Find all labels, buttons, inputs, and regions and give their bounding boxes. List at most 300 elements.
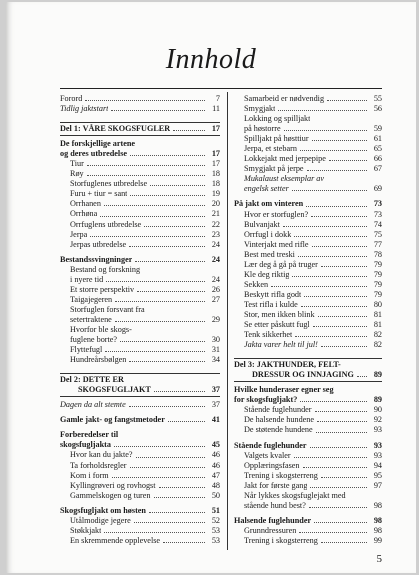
toc-entry-page: 29 <box>211 314 220 324</box>
toc-entry-title: stående hund best? <box>244 500 306 510</box>
dot-leader <box>154 385 205 392</box>
dot-leader <box>337 385 367 392</box>
toc-entry <box>234 516 382 526</box>
toc-entry-page: 21 <box>211 209 220 219</box>
toc-entry-page: 67 <box>373 164 382 174</box>
dot-leader <box>114 440 205 447</box>
toc-entry-title: Beskytt rifla godt <box>244 289 302 299</box>
dot-leader <box>294 451 367 458</box>
toc-entry <box>60 199 220 209</box>
toc-entry <box>60 189 220 199</box>
dot-leader <box>87 159 205 166</box>
toc-entry-title: fuglene borte? <box>70 335 118 345</box>
toc-entry-page: 18 <box>211 179 220 189</box>
dot-leader <box>100 209 205 216</box>
toc-entry <box>234 360 382 370</box>
dot-leader <box>306 199 367 206</box>
toc-entry-page: 24 <box>211 274 220 284</box>
dot-leader <box>327 94 367 101</box>
toc-entry <box>234 370 382 380</box>
toc-entry-page: 98 <box>373 525 382 535</box>
toc-entry-title: Best med treski <box>244 249 295 259</box>
toc-entry-title: Skogsfugljakt om høsten <box>60 505 146 515</box>
dot-leader <box>154 491 206 498</box>
dot-leader <box>129 240 205 247</box>
toc-entry-title: Hvor kan du jakte? <box>70 450 133 460</box>
toc-entry-page <box>370 491 382 501</box>
toc-entry-page: 55 <box>373 94 382 103</box>
toc-entry-title: Stor, men ikken blink <box>244 309 315 319</box>
toc-entry <box>234 114 382 124</box>
toc-entry-title: Lær deg å gå på truger <box>244 259 318 269</box>
dot-leader <box>105 345 205 352</box>
toc-entry <box>60 450 220 460</box>
toc-entry <box>234 164 382 174</box>
dot-leader <box>349 491 367 498</box>
toc-entry-title: på høstorre <box>244 124 281 134</box>
dot-leader <box>283 220 367 227</box>
toc-entry-title: Hundreårsbølgen <box>70 355 127 365</box>
toc-entry <box>234 300 382 310</box>
toc-entry <box>234 310 382 320</box>
toc-entry <box>234 491 382 501</box>
toc-entry-title: Orrhanen <box>70 199 101 209</box>
toc-entry-title: Orrfugl i dokk <box>244 229 292 239</box>
dot-leader <box>104 526 205 533</box>
toc-entry-page <box>208 325 220 335</box>
toc-entry <box>60 169 220 179</box>
toc-entry <box>234 144 382 154</box>
dot-leader <box>317 415 367 422</box>
toc-entry-page <box>370 114 382 124</box>
toc-entry <box>234 199 382 209</box>
dot-leader <box>313 114 367 121</box>
toc-entry <box>60 375 220 385</box>
toc-entry-title: Se etter påskutt fugl <box>244 320 310 330</box>
spacer <box>60 365 220 370</box>
toc-entry-page: 78 <box>373 249 382 259</box>
toc-entry-page: 73 <box>373 199 382 209</box>
toc-entry-page: 81 <box>373 320 382 330</box>
dot-leader <box>271 280 367 287</box>
toc-entry-title: Smygjakt <box>244 104 276 114</box>
dot-leader <box>278 104 367 111</box>
toc-entry-page: 59 <box>373 124 382 134</box>
toc-entry <box>60 440 220 450</box>
toc-entry <box>60 285 220 295</box>
toc-entry-page: 45 <box>211 440 220 450</box>
toc-entry-page: 17 <box>211 124 220 134</box>
dot-leader <box>136 450 205 457</box>
toc-entry <box>234 330 382 340</box>
toc-entry <box>234 340 382 350</box>
toc-entry-page: 18 <box>211 169 220 179</box>
toc-entry-title: setertraktene <box>70 314 112 324</box>
toc-entry-title: Test rifla i kulde <box>244 299 298 309</box>
toc-entry-title: Bestandssvingninger <box>60 254 133 264</box>
toc-entry <box>60 400 220 410</box>
dot-leader <box>135 255 205 262</box>
dot-leader <box>300 395 367 402</box>
toc-entry-title: Halsende fuglehunder <box>234 515 312 525</box>
toc-entry-page: 80 <box>373 299 382 309</box>
toc-entry-title: Forord <box>60 94 83 103</box>
toc-entry <box>234 501 382 511</box>
toc-entry <box>60 240 220 250</box>
toc-entry-page: 41 <box>211 415 220 425</box>
dot-leader <box>295 330 367 337</box>
toc-entry <box>60 415 220 425</box>
page-title: Innhold <box>165 44 257 75</box>
toc-entry <box>60 516 220 526</box>
toc-entry-title: Samarbeid er nødvendig <box>244 94 325 103</box>
toc-entry <box>234 385 382 395</box>
toc-entry-title: En skremmende opplevelse <box>70 535 161 545</box>
dot-leader <box>143 265 205 272</box>
toc-entry <box>60 491 220 501</box>
toc-right-column <box>234 94 382 546</box>
dot-leader <box>292 184 367 191</box>
toc-entry <box>234 415 382 425</box>
book-page <box>6 2 416 573</box>
toc-entry-page: 22 <box>211 219 220 229</box>
toc-entry-page: 17 <box>211 149 220 159</box>
toc-entry-page: 77 <box>373 239 382 249</box>
toc-entry-page: 30 <box>211 335 220 345</box>
dot-leader <box>144 220 205 227</box>
toc-entry <box>60 179 220 189</box>
toc-entry-title: Orrfuglens utbredelse <box>70 219 142 229</box>
toc-entry-page: 53 <box>211 525 220 535</box>
dot-leader <box>130 149 205 156</box>
dot-leader <box>310 441 367 448</box>
toc-entry-page: 90 <box>373 405 382 415</box>
toc-entry-title: På jakt om vinteren <box>234 199 304 209</box>
toc-entry-page <box>208 305 220 315</box>
toc-entry-title: Del 2: DETTE ER <box>60 375 124 385</box>
dot-leader <box>135 325 205 332</box>
toc-entry <box>60 355 220 365</box>
toc-entry <box>234 250 382 260</box>
toc-entry-page: 46 <box>211 460 220 470</box>
dot-leader <box>321 260 367 267</box>
toc-entry <box>234 174 382 184</box>
toc-entry-page: 53 <box>211 535 220 545</box>
toc-entry <box>234 471 382 481</box>
toc-entry <box>234 441 382 451</box>
dot-leader <box>115 295 205 302</box>
toc-entry-page: 66 <box>373 154 382 164</box>
dot-leader <box>321 340 367 347</box>
dot-leader <box>311 210 367 217</box>
toc-entry-page: 50 <box>211 490 220 500</box>
toc-entry <box>234 526 382 536</box>
toc-entry-title: Tidlig jaktstart <box>60 104 109 114</box>
toc-entry <box>60 122 220 136</box>
toc-entry-page: 89 <box>373 395 382 405</box>
toc-entry <box>234 104 382 114</box>
dot-leader <box>344 360 367 367</box>
dot-leader <box>137 285 205 292</box>
toc-entry-title: Vinterjakt med rifle <box>244 239 309 249</box>
toc-entry <box>234 320 382 330</box>
dot-leader <box>284 124 367 131</box>
dot-leader <box>111 104 205 111</box>
dot-leader <box>148 305 205 312</box>
toc-entry-page: 37 <box>211 385 220 395</box>
toc-entry <box>60 139 220 149</box>
toc-entry <box>60 94 220 104</box>
toc-entry-page <box>370 360 382 370</box>
toc-entry-page: 97 <box>373 480 382 490</box>
toc-entry <box>60 461 220 471</box>
toc-entry <box>234 481 382 491</box>
toc-entry-page: 46 <box>211 450 220 460</box>
toc-entry-title: Røy <box>70 169 84 179</box>
toc-entry-page: 93 <box>373 450 382 460</box>
section-heading <box>234 358 382 382</box>
toc-entry-title: Storfuglenes utbredelse <box>70 179 148 189</box>
dot-leader <box>298 250 367 257</box>
dot-leader <box>87 169 205 176</box>
dot-leader <box>163 536 205 543</box>
toc-entry-title: Del 1: VÅRE SKOGSFUGLER <box>60 124 171 134</box>
toc-entry-page <box>370 174 382 184</box>
toc-entry-page: 93 <box>373 440 382 450</box>
toc-entry-title: og deres utbredelse <box>60 149 128 159</box>
toc-entry <box>60 265 220 275</box>
dot-leader <box>315 405 367 412</box>
toc-entry-page: 79 <box>373 279 382 289</box>
toc-entry-page: 27 <box>211 294 220 304</box>
toc-entry-title: Gammelskogen og turen <box>70 490 151 500</box>
toc-entry-page: 81 <box>373 309 382 319</box>
dot-leader <box>130 461 206 468</box>
toc-entry-title: Mukalaust eksemplar av <box>244 174 325 184</box>
dot-leader <box>106 275 205 282</box>
toc-entry-page <box>208 430 220 440</box>
toc-entry-title: engelsk setter <box>244 184 289 194</box>
page-number: 5 <box>376 553 382 565</box>
toc-entry-title: Ta forholdsregler <box>70 460 127 470</box>
toc-entry-title: Stående fuglehunder <box>244 405 312 415</box>
toc-entry-title: Tiur <box>70 159 84 169</box>
toc-entry-title: De forskjellige artene <box>60 139 136 149</box>
toc-entry <box>60 104 220 114</box>
toc-entry-title: Sekken <box>244 279 269 289</box>
toc-entry-title: De halsende hundene <box>244 415 315 425</box>
toc-entry-page: 94 <box>373 460 382 470</box>
toc-entry <box>234 425 382 435</box>
toc-entry-title: Valgets kvaler <box>244 450 291 460</box>
toc-entry-page: 69 <box>373 184 382 194</box>
dot-leader <box>121 430 205 437</box>
toc-entry <box>60 255 220 265</box>
toc-entry <box>234 260 382 270</box>
toc-entry-title: for skogsfugljakt? <box>234 395 298 405</box>
toc-entry <box>234 280 382 290</box>
toc-entry-page: 74 <box>373 219 382 229</box>
toc-entry-page: 75 <box>373 229 382 239</box>
dot-leader <box>168 415 205 422</box>
dot-leader <box>120 335 205 342</box>
toc-entry <box>60 345 220 355</box>
dot-leader <box>321 536 367 543</box>
toc-entry <box>60 471 220 481</box>
toc-entry <box>60 385 220 395</box>
dot-leader <box>173 124 205 131</box>
toc-entry-title: Storfuglen forsvant fra <box>70 304 145 314</box>
toc-entry-title: skogsfugljakta <box>60 440 111 450</box>
dot-leader <box>104 199 205 206</box>
toc-entry <box>234 395 382 405</box>
toc-entry-page: 51 <box>211 505 220 515</box>
toc-entry-title: Bestand og forskning <box>70 264 141 274</box>
toc-entry <box>60 430 220 440</box>
toc-entry-page: 24 <box>211 239 220 249</box>
dot-leader <box>327 174 367 181</box>
toc-entry <box>234 536 382 546</box>
dot-leader <box>310 481 367 488</box>
toc-entry <box>234 154 382 164</box>
toc-entry-page: 79 <box>373 289 382 299</box>
dot-leader <box>321 471 367 478</box>
toc-entry-page: 11 <box>212 104 220 114</box>
toc-entry-page: 93 <box>373 425 382 435</box>
dot-leader <box>312 240 367 247</box>
section-heading <box>60 373 220 397</box>
dot-leader <box>294 230 367 237</box>
title-rule <box>60 88 382 89</box>
toc-entry-page <box>208 139 220 149</box>
toc-entry-page <box>370 385 382 395</box>
toc-entry <box>60 149 220 159</box>
toc-entry-title: Jakta varer helt til jul! <box>244 340 318 350</box>
toc-entry-title: Taigajegeren <box>70 294 113 304</box>
toc-entry <box>234 124 382 134</box>
toc-entry <box>60 295 220 305</box>
toc-entry-title: Forberedelser til <box>60 430 119 440</box>
toc-entry-title: Trening i skogsterreng <box>244 470 318 480</box>
toc-entry <box>234 184 382 194</box>
toc-entry-title: Flyttefugl <box>70 345 103 355</box>
toc-entry-title: Hvor er storfuglen? <box>244 209 309 219</box>
toc-entry-title: Kle deg riktig <box>244 269 290 279</box>
toc-entry-title: Et storre perspektiv <box>70 284 135 294</box>
dot-leader <box>318 310 367 317</box>
toc-entry <box>234 461 382 471</box>
toc-entry <box>234 290 382 300</box>
toc-entry-title: Hvorfor ble skogs- <box>70 324 132 334</box>
dot-leader <box>307 164 367 171</box>
dot-leader <box>90 230 205 237</box>
toc-entry <box>234 405 382 415</box>
dot-leader <box>301 300 367 307</box>
toc-entry-title: Støkkjakt <box>70 525 102 535</box>
toc-entry-page: 89 <box>373 370 382 380</box>
dot-leader <box>314 516 367 523</box>
toc-entry-page: 98 <box>373 515 382 525</box>
toc-entry-title: Når lykkes skogsfuglejakt med <box>244 490 346 500</box>
toc-entry <box>234 210 382 220</box>
toc-entry-title: Del 3: JAKTHUNDER, FELT- <box>234 360 341 370</box>
toc-entry-page: 48 <box>211 480 220 490</box>
toc-entry-title: Grunndressuren <box>244 525 297 535</box>
toc-entry-page: 7 <box>215 94 220 103</box>
toc-entry <box>234 240 382 250</box>
toc-entry-page: 37 <box>211 400 220 410</box>
toc-entry-title: Gamle jakt- og fangstmetoder <box>60 415 165 425</box>
dot-leader <box>159 481 205 488</box>
dot-leader <box>134 516 205 523</box>
dot-leader <box>129 400 205 407</box>
toc-entry-page: 34 <box>211 355 220 365</box>
toc-entry-page: 31 <box>211 345 220 355</box>
toc-entry-title: Lokking og spilljakt <box>244 114 311 124</box>
dot-leader <box>312 134 367 141</box>
toc-entry-title: i nyere tid <box>70 274 104 284</box>
dot-leader <box>138 139 205 146</box>
dot-leader <box>129 355 205 362</box>
toc-entry-title: Spilljakt på høsttiur <box>244 134 309 144</box>
toc-entry-title: De støtende hundene <box>244 425 313 435</box>
dot-leader <box>313 320 367 327</box>
toc-entry <box>60 220 220 230</box>
toc-entry <box>234 134 382 144</box>
toc-entry-page: 47 <box>211 470 220 480</box>
toc-entry-page: 23 <box>211 229 220 239</box>
toc-entry-title: Dagen da alt stemte <box>60 400 126 410</box>
toc-entry-page: 95 <box>373 470 382 480</box>
toc-entry-title: Smygjakt på jerpe <box>244 164 304 174</box>
toc-entry-title: Stående fuglehunder <box>234 440 307 450</box>
toc-entry <box>60 230 220 240</box>
toc-entry-page: 17 <box>211 159 220 169</box>
toc-entry <box>60 335 220 345</box>
toc-entry <box>234 451 382 461</box>
toc-entry-page: 79 <box>373 259 382 269</box>
dot-leader <box>357 370 367 377</box>
toc-entry <box>234 270 382 280</box>
toc-entry-page <box>208 265 220 275</box>
toc-entry-title: Hvilke hunderaser egner seg <box>234 385 334 395</box>
toc-entry <box>60 526 220 536</box>
toc-entry-page: 26 <box>211 284 220 294</box>
toc-entry-page: 19 <box>211 189 220 199</box>
toc-entry-title: Kyllingrøveri og rovhogst <box>70 480 156 490</box>
toc-entry <box>234 230 382 240</box>
toc-entry-title: Kom i form <box>70 470 109 480</box>
toc-entry-title: Trening i skogsterreng <box>244 535 318 545</box>
toc-entry <box>60 159 220 169</box>
toc-entry-title: Jerpas utbredelse <box>70 239 127 249</box>
toc-entry-title: Jakt for første gang <box>244 480 308 490</box>
dot-leader <box>329 154 367 161</box>
dot-leader <box>304 290 367 297</box>
spacer <box>60 114 220 119</box>
toc-entry-page: 79 <box>373 269 382 279</box>
dot-leader <box>303 461 368 468</box>
toc-left-column <box>60 94 220 546</box>
dot-leader <box>85 94 205 101</box>
dot-leader <box>299 526 367 533</box>
dot-leader <box>150 179 205 186</box>
column-divider <box>227 92 228 550</box>
toc-entry-page: 65 <box>373 144 382 154</box>
toc-entry-title: Opplæringsfasen <box>244 460 300 470</box>
dot-leader <box>127 375 205 382</box>
toc-entry-page: 24 <box>211 254 220 264</box>
